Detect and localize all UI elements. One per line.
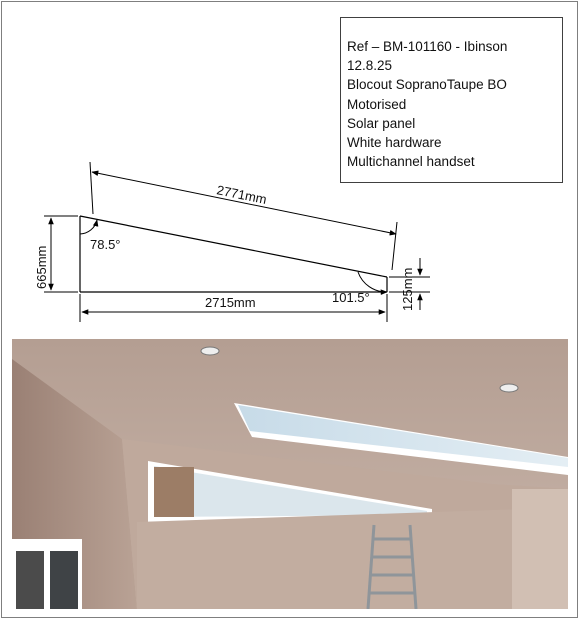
info-control: Multichannel handset <box>347 154 475 170</box>
bottom-right-angle-label: 101.5° <box>332 290 370 305</box>
top-left-angle-arc <box>80 220 97 234</box>
left-height-label: 665mm <box>34 245 49 289</box>
lower-wall <box>137 509 525 609</box>
downlight-2 <box>500 384 518 392</box>
door-glass-right <box>50 551 78 609</box>
info-hardware: White hardware <box>347 135 442 151</box>
info-fabric: Blocout SopranoTaupe BO <box>347 77 507 93</box>
site-photo <box>12 339 568 609</box>
info-reference: Ref – BM-101160 - Ibinson <box>347 39 508 54</box>
left-height-dimension <box>44 216 78 292</box>
top-length-label: 2771mm <box>215 182 268 208</box>
top-dimension-line <box>90 162 397 270</box>
door-glass-left <box>16 551 44 609</box>
info-power: Solar panel <box>347 115 416 131</box>
info-date: 12.8.25 <box>347 58 393 74</box>
right-pillar <box>512 489 568 609</box>
bottom-length-label: 2715mm <box>205 295 256 310</box>
top-left-angle-label: 78.5° <box>90 237 121 252</box>
bottom-right-angle-arc <box>358 272 387 292</box>
conservatory-photo-illustration <box>12 339 568 609</box>
right-height-label: 125mm <box>400 267 415 311</box>
blind-shape-outline <box>80 216 387 292</box>
info-operation: Motorised <box>347 96 407 112</box>
neighbour-brick-wall <box>154 467 194 517</box>
downlight-1 <box>201 347 219 355</box>
